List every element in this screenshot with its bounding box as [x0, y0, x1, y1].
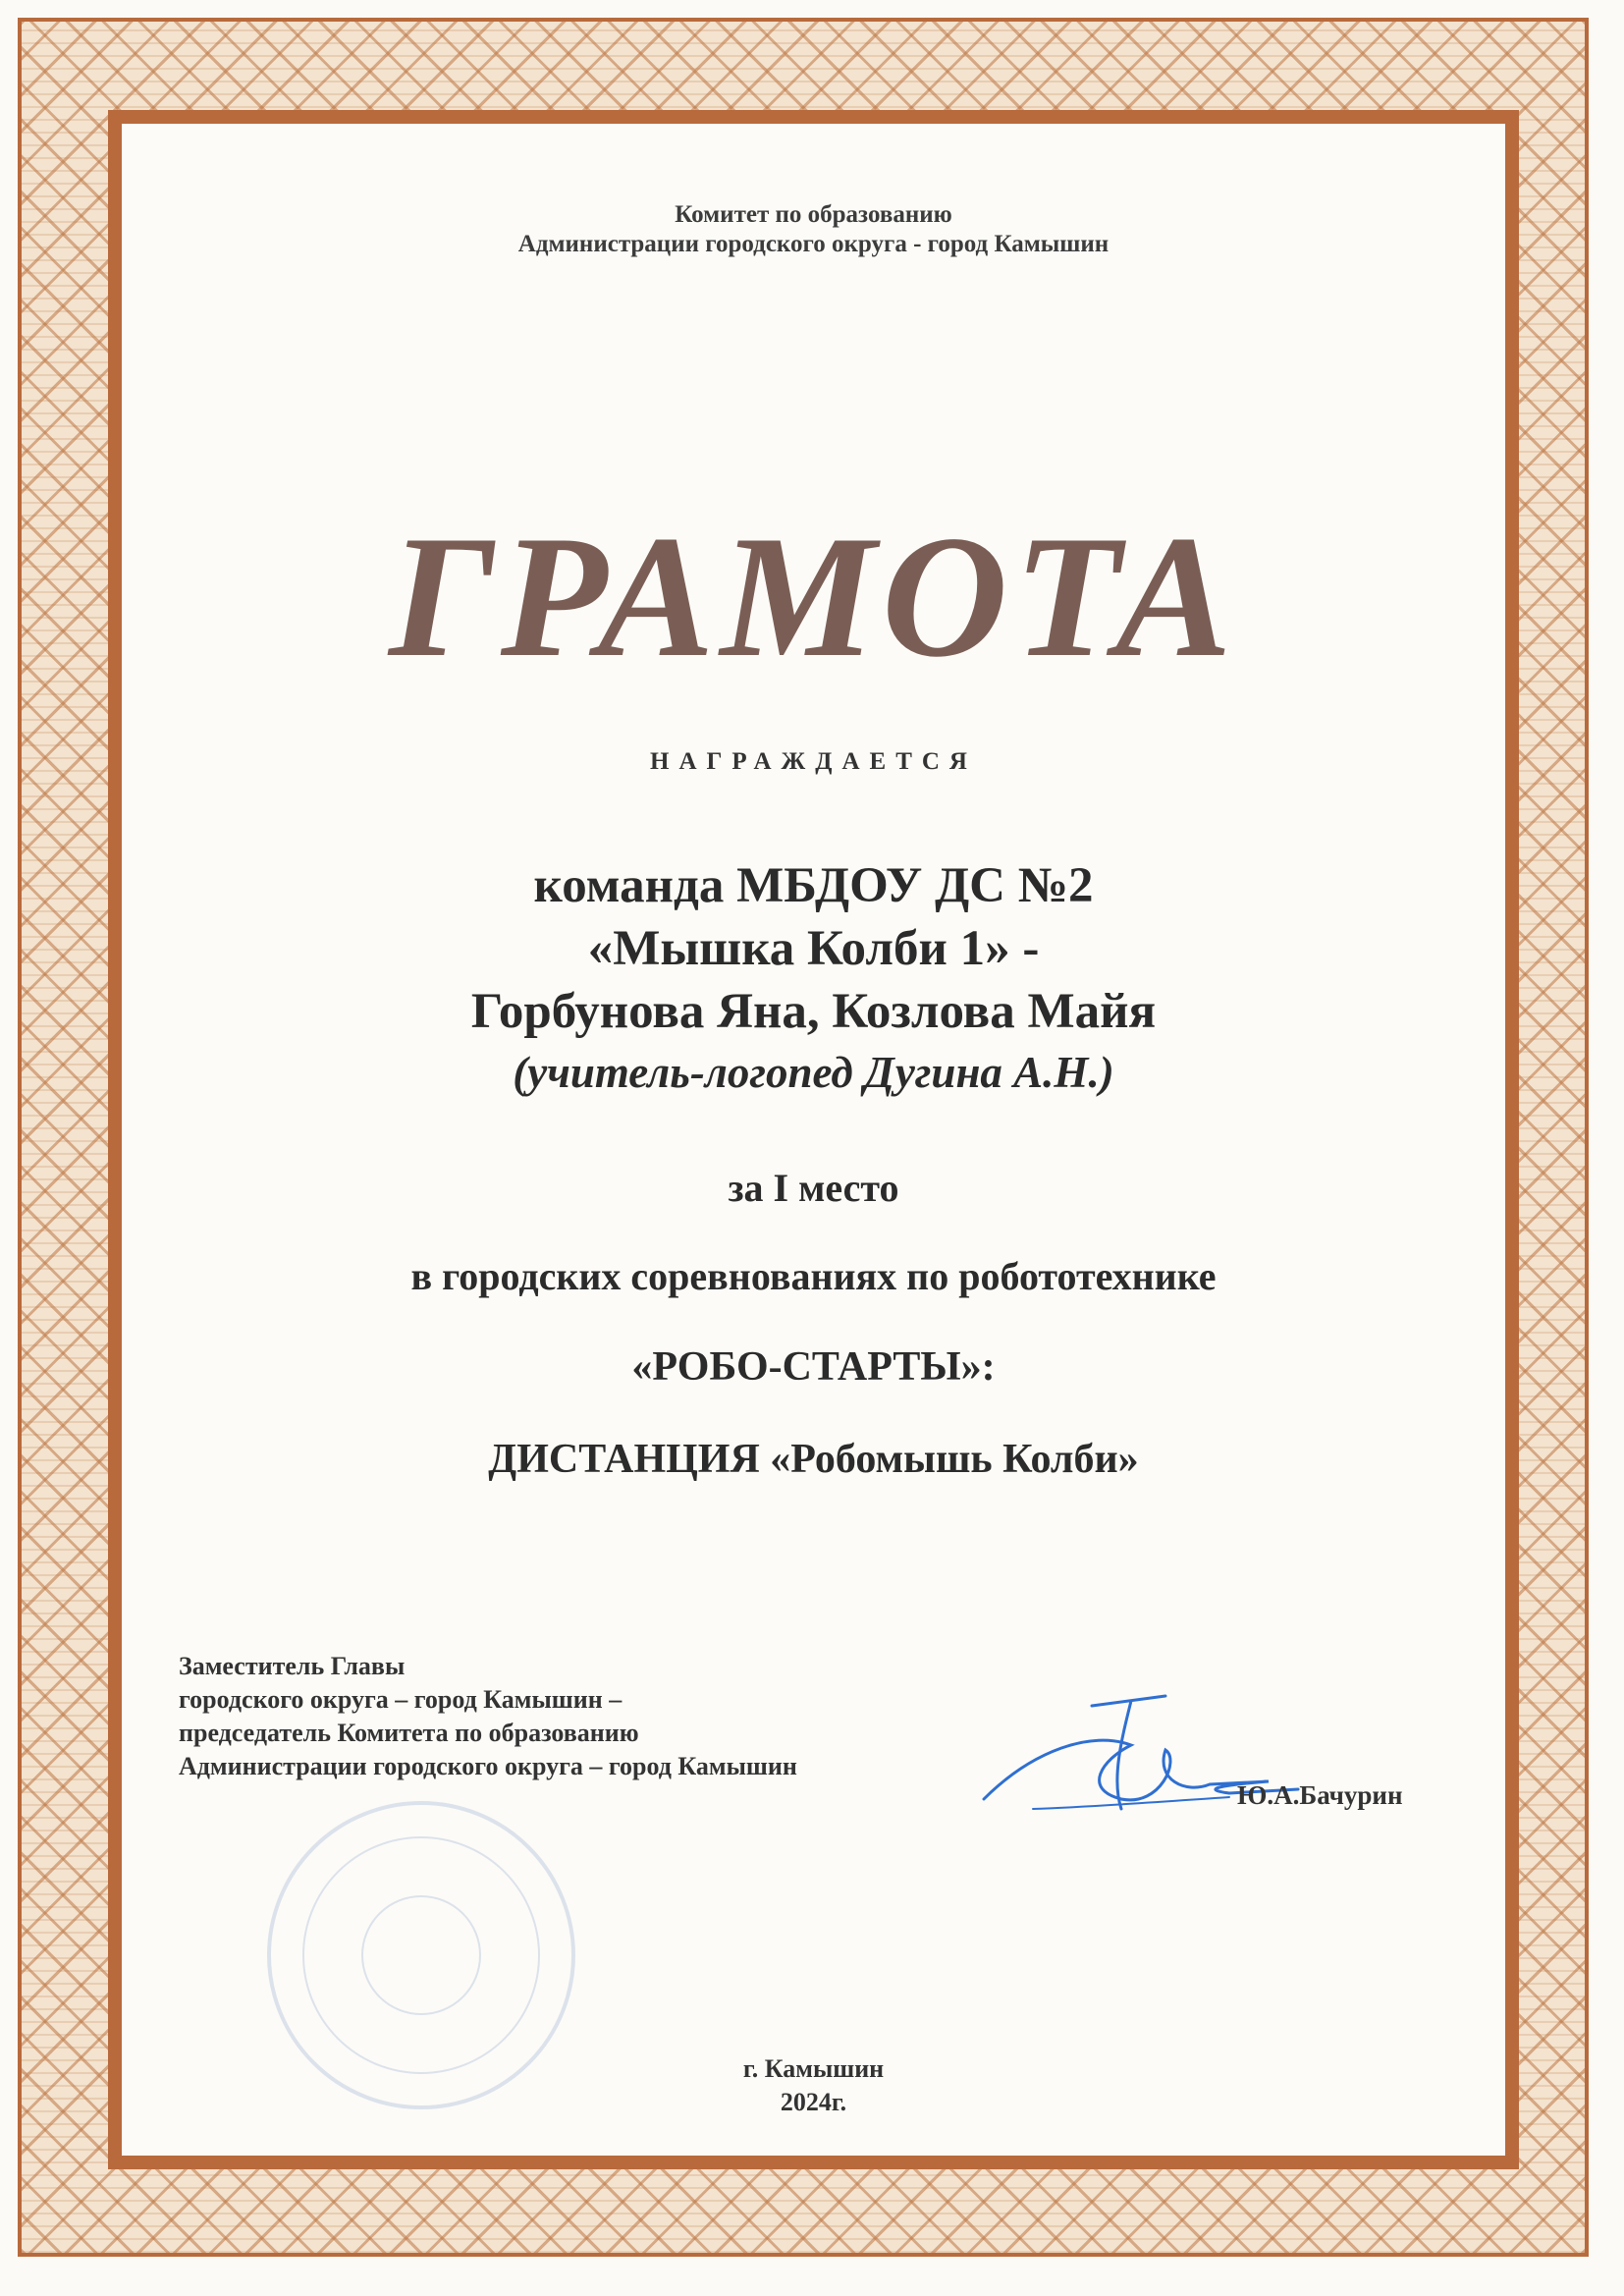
- signatory-line-4: Администрации городского округа – город Камышин: [179, 1752, 797, 1780]
- event-name: «РОБО-СТАРТЫ»:: [631, 1344, 996, 1390]
- signatory-line-2: городского округа – город Камышин –: [179, 1685, 623, 1714]
- handwritten-signature-icon: [974, 1691, 1367, 1838]
- signatory-line-1: Заместитель Главы: [179, 1652, 406, 1680]
- issue-year: 2024г.: [780, 2088, 847, 2116]
- issue-place-date: [122, 2052, 1505, 2119]
- awarded-label: НАГРАЖДАЕТСЯ: [650, 748, 977, 775]
- org-line-1: Комитет по образованию: [675, 201, 952, 228]
- recipient-team: [122, 854, 1505, 1043]
- issuing-organization: [122, 200, 1505, 259]
- competition-text: в городских соревнованиях по робототехнике: [410, 1254, 1217, 1298]
- recipient-line-2: «Мышка Колби 1» -: [587, 921, 1040, 976]
- recipient-line-3: Горбунова Яна, Козлова Майя: [470, 984, 1157, 1039]
- recipient-line-1: команда МБДОУ ДС №2: [533, 858, 1094, 913]
- certificate-content: [122, 124, 1505, 2156]
- place-text: за I место: [728, 1166, 899, 1210]
- signatory-title: [179, 1650, 797, 1783]
- signatory-line-3: председатель Комитета по образованию: [179, 1719, 639, 1747]
- teacher-note: (учитель-логопед Дугина А.Н.): [513, 1048, 1114, 1097]
- distance-name: ДИСТАНЦИЯ «Робомышь Колби»: [488, 1437, 1139, 1482]
- issue-city: г. Камышин: [742, 2054, 885, 2083]
- org-line-2: Администрации городского округа - город Камышин: [517, 231, 1110, 257]
- certificate-title: ГРАМОТА: [389, 499, 1238, 693]
- signatory-name: Ю.А.Бачурин: [1237, 1780, 1403, 1810]
